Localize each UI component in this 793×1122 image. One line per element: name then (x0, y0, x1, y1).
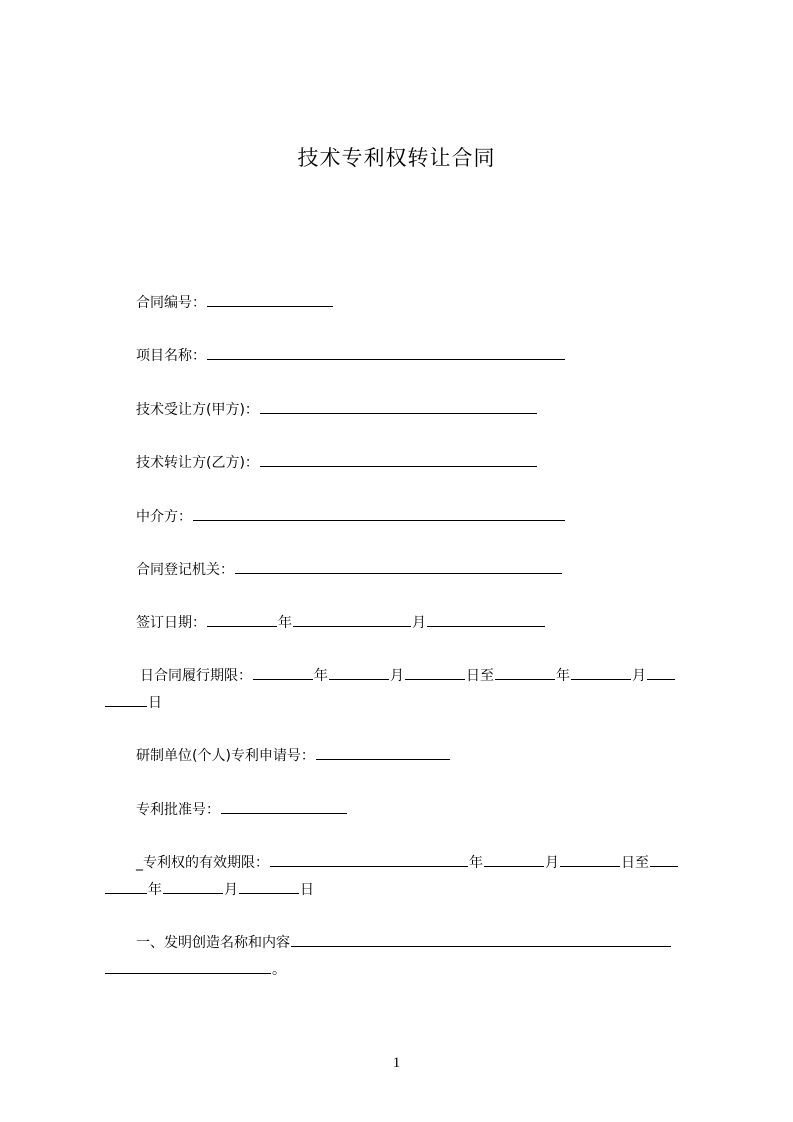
valid-start-year-unit: 年 (469, 855, 483, 871)
term-start-day-blank[interactable] (405, 665, 465, 680)
valid-start-day-blank[interactable] (560, 852, 620, 867)
patent-valid-line-2 (104, 879, 314, 899)
contract-number-label: 合同编号： (136, 295, 206, 311)
project-name-label: 项目名称： (136, 348, 206, 364)
valid-to: 日至 (621, 855, 649, 871)
sign-year-blank[interactable] (207, 612, 277, 627)
party-b-line (136, 452, 538, 472)
valid-start-month-unit: 月 (545, 855, 559, 871)
section-1-line-2 (104, 959, 286, 979)
patent-app-blank[interactable] (316, 745, 450, 760)
valid-end-year-unit: 年 (148, 882, 162, 898)
section-1-blank-a[interactable] (291, 932, 671, 947)
intermediary-line (136, 506, 566, 526)
section-1-blank-b[interactable] (105, 959, 271, 974)
term-end-day-unit: 日 (148, 695, 162, 711)
term-end-month-blank[interactable] (571, 665, 631, 680)
term-to: 日至 (466, 668, 494, 684)
project-name-line (136, 345, 566, 365)
term-start-month-unit: 月 (390, 668, 404, 684)
valid-end-day-unit: 日 (300, 882, 314, 898)
sign-month-unit: 月 (412, 615, 426, 631)
valid-end-month-unit: 月 (224, 882, 238, 898)
patent-valid-label: _专利权的有效期限： (136, 855, 269, 871)
term-end-day-blank-b[interactable] (105, 692, 147, 707)
term-line-2 (104, 692, 162, 712)
registry-line (136, 559, 563, 579)
valid-start-month-blank[interactable] (484, 852, 544, 867)
contract-number-line (136, 292, 334, 312)
patent-valid-line-1 (136, 852, 679, 872)
valid-end-year-blank-b[interactable] (105, 879, 147, 894)
patent-approval-blank[interactable] (221, 799, 347, 814)
valid-end-year-blank-a[interactable] (650, 852, 678, 867)
patent-approval-line (136, 799, 348, 819)
term-start-month-blank[interactable] (329, 665, 389, 680)
intermediary-blank[interactable] (193, 506, 565, 521)
term-label: 日合同履行期限： (140, 668, 252, 684)
sign-date-label: 签订日期： (136, 615, 206, 631)
valid-end-day-blank[interactable] (239, 879, 299, 894)
sign-day-blank[interactable] (427, 612, 545, 627)
project-name-blank[interactable] (207, 345, 565, 360)
patent-approval-label: 专利批准号： (136, 802, 220, 818)
term-start-year-blank[interactable] (253, 665, 313, 680)
party-b-label: 技术转让方(乙方)： (136, 455, 259, 471)
document-title: 技术专利权转让合同 (297, 146, 496, 170)
sign-date-line (136, 612, 546, 632)
section-1-heading: 一、发明创造名称和内容 (136, 935, 290, 951)
registry-label: 合同登记机关： (136, 562, 234, 578)
valid-end-month-blank[interactable] (163, 879, 223, 894)
term-end-day-blank-a[interactable] (647, 665, 675, 680)
sign-month-blank[interactable] (293, 612, 411, 627)
party-a-line (136, 399, 538, 419)
page-number: 1 (392, 1055, 401, 1071)
term-end-year-unit: 年 (556, 668, 570, 684)
sign-year-unit: 年 (278, 615, 292, 631)
intermediary-label: 中介方： (136, 509, 192, 525)
term-end-year-blank[interactable] (495, 665, 555, 680)
patent-app-line (136, 745, 451, 765)
registry-blank[interactable] (235, 559, 562, 574)
term-end-month-unit: 月 (632, 668, 646, 684)
section-1-period: 。 (272, 962, 286, 978)
party-a-label: 技术受让方(甲方)： (136, 402, 259, 418)
contract-number-blank[interactable] (207, 292, 333, 307)
term-line-1 (140, 665, 676, 685)
party-b-blank[interactable] (260, 452, 537, 467)
patent-app-label: 研制单位(个人)专利申请号： (136, 748, 315, 764)
section-1-line-1 (136, 932, 672, 952)
valid-start-year-blank[interactable] (270, 852, 468, 867)
term-start-year-unit: 年 (314, 668, 328, 684)
party-a-blank[interactable] (260, 399, 537, 414)
